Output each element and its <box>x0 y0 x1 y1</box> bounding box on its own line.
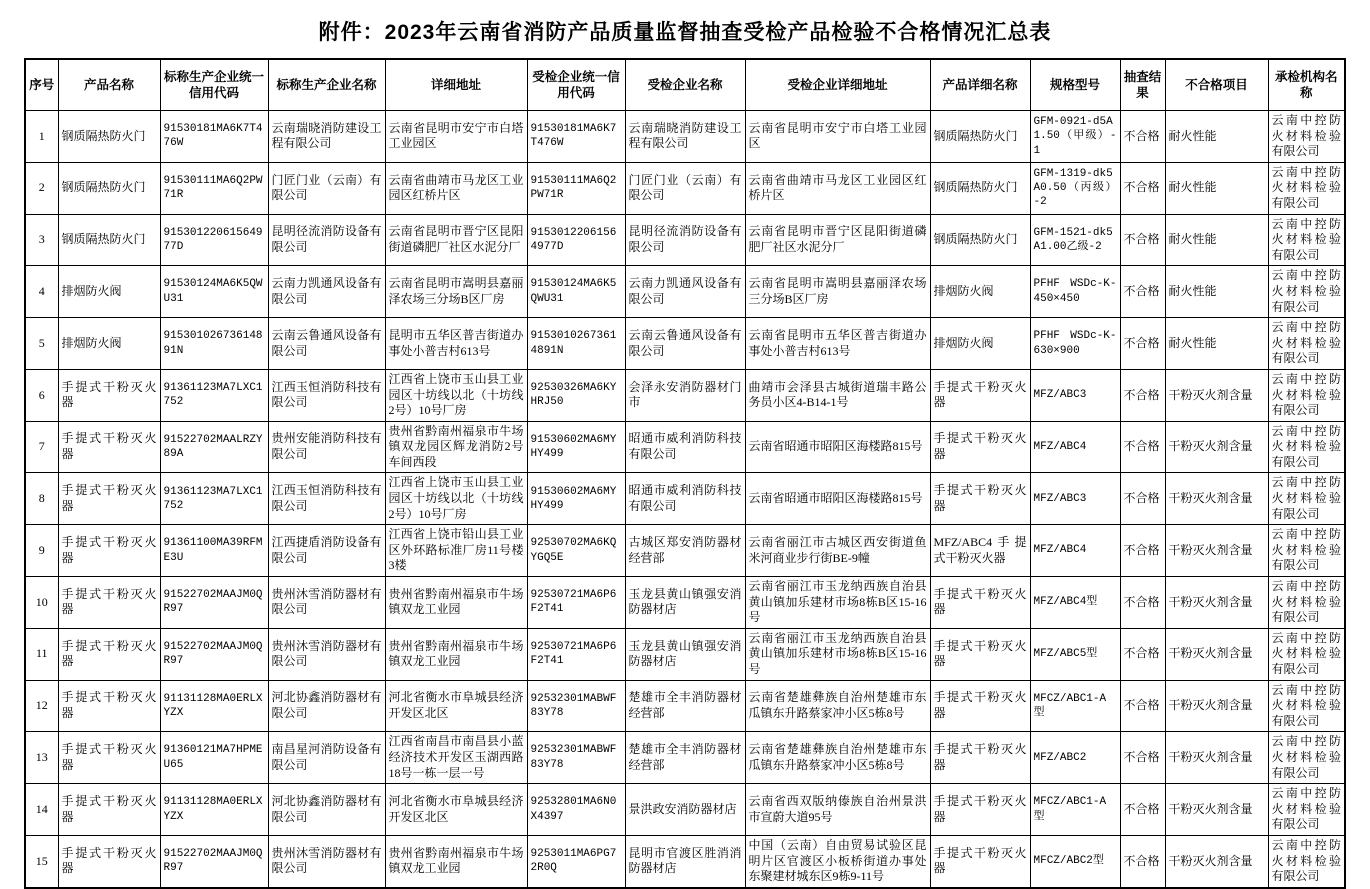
table-cell: 耐火性能 <box>1165 111 1268 163</box>
table-cell: 钢质隔热防火门 <box>58 111 160 163</box>
table-cell: 10 <box>25 577 58 629</box>
table-cell: 贵州省黔南州福泉市牛场镇双龙工业园 <box>385 835 527 887</box>
table-cell: 江西玉恒消防科技有限公司 <box>268 369 385 421</box>
table-cell: MFCZ/ABC1-A型 <box>1030 680 1120 732</box>
table-cell: 云南力凯通风设备有限公司 <box>268 266 385 318</box>
table-cell: 9253011MA6PG72R0Q <box>527 835 625 887</box>
column-header: 标称生产企业名称 <box>268 59 385 111</box>
table-cell: GFM-0921-d5A1.50（甲级）-1 <box>1030 111 1120 163</box>
table-cell: 手提式干粉灭火器 <box>58 680 160 732</box>
table-cell: MFZ/ABC3 <box>1030 369 1120 421</box>
table-cell: 钢质隔热防火门 <box>58 214 160 266</box>
table-row <box>25 525 1345 577</box>
table-cell: 91530111MA6Q2PW71R <box>160 162 268 214</box>
table-cell: 干粉灭火剂含量 <box>1165 473 1268 525</box>
table-cell: 13 <box>25 732 58 784</box>
column-header: 不合格项目 <box>1165 59 1268 111</box>
table-cell: 91530181MA6K7T476W <box>160 111 268 163</box>
table-cell: 云南中控防火材料检验有限公司 <box>1268 111 1345 163</box>
table-cell: 不合格 <box>1120 473 1165 525</box>
table-cell: 8 <box>25 473 58 525</box>
table-cell: 贵州沐雪消防器材有限公司 <box>268 835 385 887</box>
table-cell: 贵州省黔南州福泉市牛场镇双龙工业园 <box>385 577 527 629</box>
table-cell: 91131128MA0ERLXYZX <box>160 784 268 836</box>
table-cell: 云南力凯通风设备有限公司 <box>625 266 745 318</box>
table-cell: MFZ/ABC4 <box>1030 421 1120 473</box>
table-cell: 昭通市威利消防科技有限公司 <box>625 421 745 473</box>
table-row <box>25 732 1345 784</box>
table-cell: 耐火性能 <box>1165 266 1268 318</box>
column-header: 标称生产企业统一信用代码 <box>160 59 268 111</box>
column-header: 受检企业名称 <box>625 59 745 111</box>
table-cell: 云南中控防火材料检验有限公司 <box>1268 784 1345 836</box>
table-cell: 云南瑞晓消防建设工程有限公司 <box>268 111 385 163</box>
table-cell: MFZ/ABC4型 <box>1030 577 1120 629</box>
table-cell: 贵州沐雪消防器材有限公司 <box>268 628 385 680</box>
table-cell: 91360121MA7HPMEU65 <box>160 732 268 784</box>
table-cell: 贵州安能消防科技有限公司 <box>268 421 385 473</box>
table-cell: 河北协鑫消防器材有限公司 <box>268 680 385 732</box>
table-cell: 云南省昭通市昭阳区海楼路815号 <box>745 473 930 525</box>
table-cell: 云南省曲靖市马龙区工业园区红桥片区 <box>745 162 930 214</box>
table-row <box>25 162 1345 214</box>
column-header: 承检机构名称 <box>1268 59 1345 111</box>
table-cell: 云南中控防火材料检验有限公司 <box>1268 318 1345 370</box>
table-cell: 91530102673614891N <box>527 318 625 370</box>
table-cell: 云南中控防火材料检验有限公司 <box>1268 369 1345 421</box>
table-cell: 1 <box>25 111 58 163</box>
table-cell: 不合格 <box>1120 784 1165 836</box>
table-cell: 云南省昆明市晋宁区昆阳街道磷肥厂社区水泥分厂 <box>385 214 527 266</box>
table-cell: 手提式干粉灭火器 <box>930 369 1030 421</box>
table-cell: 楚雄市全丰消防器材经营部 <box>625 732 745 784</box>
table-cell: GFM-1521-dk5A1.00乙级-2 <box>1030 214 1120 266</box>
table-cell: 91530111MA6Q2PW71R <box>527 162 625 214</box>
table-cell: 91131128MA0ERLXYZX <box>160 680 268 732</box>
table-cell: 云南省丽江市玉龙纳西族自治县黄山镇加乐建材市场8栋B区15-16号 <box>745 628 930 680</box>
table-cell: 云南省西双版纳傣族自治州景洪市宣蔚大道95号 <box>745 784 930 836</box>
table-cell: 云南中控防火材料检验有限公司 <box>1268 162 1345 214</box>
table-cell: 云南中控防火材料检验有限公司 <box>1268 525 1345 577</box>
table-cell: MFZ/ABC3 <box>1030 473 1120 525</box>
table-cell: 7 <box>25 421 58 473</box>
table-cell: 云南中控防火材料检验有限公司 <box>1268 577 1345 629</box>
table-cell: 91530122061564977D <box>160 214 268 266</box>
table-cell: GFM-1319-dk5A0.50（丙级）-2 <box>1030 162 1120 214</box>
table-cell: 南昌星河消防设备有限公司 <box>268 732 385 784</box>
table-cell: 云南中控防火材料检验有限公司 <box>1268 732 1345 784</box>
table-cell: 手提式干粉灭火器 <box>930 835 1030 887</box>
table-cell: 贵州沐雪消防器材有限公司 <box>268 577 385 629</box>
table-row <box>25 369 1345 421</box>
table-cell: 干粉灭火剂含量 <box>1165 525 1268 577</box>
table-cell: 耐火性能 <box>1165 162 1268 214</box>
table-cell: 云南省昆明市嵩明县嘉丽泽农场三分场B区厂房 <box>745 266 930 318</box>
table-cell: 云南省昆明市嵩明县嘉丽泽农场三分场B区厂房 <box>385 266 527 318</box>
table-cell: 不合格 <box>1120 577 1165 629</box>
table-cell: 云南云鲁通风设备有限公司 <box>625 318 745 370</box>
table-cell: 钢质隔热防火门 <box>930 111 1030 163</box>
table-cell: 昭通市威利消防科技有限公司 <box>625 473 745 525</box>
table-cell: 排烟防火阀 <box>58 318 160 370</box>
table-cell: 昆明径流消防设备有限公司 <box>625 214 745 266</box>
table-cell: 干粉灭火剂含量 <box>1165 628 1268 680</box>
table-cell: 门匠门业（云南）有限公司 <box>268 162 385 214</box>
table-cell: 91530102673614891N <box>160 318 268 370</box>
table-cell: 手提式干粉灭火器 <box>58 369 160 421</box>
table-cell: 手提式干粉灭火器 <box>930 628 1030 680</box>
table-cell: MFZ/ABC4 <box>1030 525 1120 577</box>
table-row <box>25 835 1345 887</box>
table-cell: PFHF WSDc-K-450×450 <box>1030 266 1120 318</box>
table-cell: 92530326MA6KYHRJ50 <box>527 369 625 421</box>
table-cell: 15 <box>25 835 58 887</box>
table-cell: 耐火性能 <box>1165 318 1268 370</box>
table-cell: 云南省昭通市昭阳区海楼路815号 <box>745 421 930 473</box>
column-header: 受检企业统一信用代码 <box>527 59 625 111</box>
table-row <box>25 784 1345 836</box>
table-cell: 云南中控防火材料检验有限公司 <box>1268 680 1345 732</box>
table-row <box>25 266 1345 318</box>
table-cell: 云南省昆明市五华区普吉街道办事处小普吉村613号 <box>745 318 930 370</box>
table-cell: 钢质隔热防火门 <box>58 162 160 214</box>
table-cell: 手提式干粉灭火器 <box>930 732 1030 784</box>
table-cell: 手提式干粉灭火器 <box>58 421 160 473</box>
table-cell: 91361123MA7LXC1752 <box>160 369 268 421</box>
table-cell: 云南省楚雄彝族自治州楚雄市东瓜镇东升路蔡家冲小区5栋8号 <box>745 680 930 732</box>
table-cell: 干粉灭火剂含量 <box>1165 369 1268 421</box>
table-cell: 手提式干粉灭火器 <box>930 680 1030 732</box>
table-cell: 干粉灭火剂含量 <box>1165 784 1268 836</box>
column-header: 序号 <box>25 59 58 111</box>
column-header: 产品名称 <box>58 59 160 111</box>
table-cell: 92532801MA6N0X4397 <box>527 784 625 836</box>
table-cell: 不合格 <box>1120 214 1165 266</box>
table-cell: 玉龙县黄山镇强安消防器材店 <box>625 577 745 629</box>
table-cell: MFZ/ABC5型 <box>1030 628 1120 680</box>
table-cell: 云南省曲靖市马龙区工业园区红桥片区 <box>385 162 527 214</box>
table-cell: 云南中控防火材料检验有限公司 <box>1268 266 1345 318</box>
table-cell: 91530602MA6MYHY499 <box>527 473 625 525</box>
table-cell: 河北省衡水市阜城县经济开发区北区 <box>385 784 527 836</box>
table-cell: 91522702MAALRZY89A <box>160 421 268 473</box>
table-cell: PFHF WSDc-K-630×900 <box>1030 318 1120 370</box>
table-cell: 会泽永安消防器材门市 <box>625 369 745 421</box>
table-cell: 91530602MA6MYHY499 <box>527 421 625 473</box>
table-cell: 9 <box>25 525 58 577</box>
table-cell: 云南省昆明市安宁市白塔工业园区 <box>385 111 527 163</box>
table-cell: 手提式干粉灭火器 <box>930 784 1030 836</box>
table-cell: 91530122061564977D <box>527 214 625 266</box>
table-cell: 景洪政安消防器材店 <box>625 784 745 836</box>
table-row <box>25 628 1345 680</box>
table-cell: 92532301MABWF83Y78 <box>527 680 625 732</box>
column-header: 详细地址 <box>385 59 527 111</box>
table-row <box>25 111 1345 163</box>
table-cell: 云南省丽江市古城区西安街道鱼米河商业步行街BE-9幢 <box>745 525 930 577</box>
table-cell: 91361123MA7LXC1752 <box>160 473 268 525</box>
table-cell: 不合格 <box>1120 111 1165 163</box>
table-cell: 河北协鑫消防器材有限公司 <box>268 784 385 836</box>
table-cell: MFZ/ABC4手提式干粉灭火器 <box>930 525 1030 577</box>
table-cell: 3 <box>25 214 58 266</box>
table-row <box>25 473 1345 525</box>
table-cell: 91530124MA6K5QWU31 <box>160 266 268 318</box>
table-cell: 14 <box>25 784 58 836</box>
table-cell: 中国（云南）自由贸易试验区昆明片区官渡区小板桥街道办事处东聚建材城东区9栋9-11号 <box>745 835 930 887</box>
table-cell: 不合格 <box>1120 628 1165 680</box>
table-cell: 云南中控防火材料检验有限公司 <box>1268 421 1345 473</box>
table-cell: 干粉灭火剂含量 <box>1165 732 1268 784</box>
table-cell: 云南中控防火材料检验有限公司 <box>1268 835 1345 887</box>
table-cell: 4 <box>25 266 58 318</box>
table-cell: 干粉灭火剂含量 <box>1165 577 1268 629</box>
table-cell: 云南中控防火材料检验有限公司 <box>1268 214 1345 266</box>
table-cell: 楚雄市全丰消防器材经营部 <box>625 680 745 732</box>
table-cell: 92530702MA6KQYGQ5E <box>527 525 625 577</box>
table-cell: 门匠门业（云南）有限公司 <box>625 162 745 214</box>
table-cell: 91530124MA6K5QWU31 <box>527 266 625 318</box>
table-cell: MFCZ/ABC2型 <box>1030 835 1120 887</box>
table-cell: 云南省丽江市玉龙纳西族自治县黄山镇加乐建材市场8栋B区15-16号 <box>745 577 930 629</box>
table-cell: 手提式干粉灭火器 <box>58 835 160 887</box>
table-cell: 手提式干粉灭火器 <box>58 577 160 629</box>
table-cell: 江西玉恒消防科技有限公司 <box>268 473 385 525</box>
table-cell: 手提式干粉灭火器 <box>58 628 160 680</box>
summary-table <box>24 58 1346 889</box>
table-cell: 云南中控防火材料检验有限公司 <box>1268 473 1345 525</box>
table-cell: 江西省上饶市铅山县工业区外环路标准厂房11号楼3楼 <box>385 525 527 577</box>
table-cell: 干粉灭火剂含量 <box>1165 835 1268 887</box>
table-cell: 不合格 <box>1120 525 1165 577</box>
table-cell: 手提式干粉灭火器 <box>58 525 160 577</box>
table-body <box>25 111 1345 888</box>
table-cell: 昆明市官渡区胜消消防器材店 <box>625 835 745 887</box>
table-row <box>25 577 1345 629</box>
table-cell: 92530721MA6P6F2T41 <box>527 577 625 629</box>
table-cell: 91522702MAAJM0QR97 <box>160 628 268 680</box>
table-cell: 昆明市五华区普吉街道办事处小普吉村613号 <box>385 318 527 370</box>
table-cell: 云南省昆明市安宁市白塔工业园区 <box>745 111 930 163</box>
table-cell: 手提式干粉灭火器 <box>930 421 1030 473</box>
table-cell: 钢质隔热防火门 <box>930 162 1030 214</box>
table-row <box>25 421 1345 473</box>
table-cell: 91522702MAAJM0QR97 <box>160 835 268 887</box>
column-header: 受检企业详细地址 <box>745 59 930 111</box>
table-cell: 91361100MA39RFME3U <box>160 525 268 577</box>
table-cell: 92532301MABWF83Y78 <box>527 732 625 784</box>
table-cell: 不合格 <box>1120 835 1165 887</box>
table-cell: MFZ/ABC2 <box>1030 732 1120 784</box>
table-cell: 手提式干粉灭火器 <box>930 577 1030 629</box>
table-cell: 河北省衡水市阜城县经济开发区北区 <box>385 680 527 732</box>
table-cell: 昆明径流消防设备有限公司 <box>268 214 385 266</box>
table-cell: 古城区郑安消防器材经营部 <box>625 525 745 577</box>
table-cell: 云南瑞晓消防建设工程有限公司 <box>625 111 745 163</box>
table-cell: 贵州省黔南州福泉市牛场镇双龙园区辉龙消防2号车间西段 <box>385 421 527 473</box>
table-cell: 耐火性能 <box>1165 214 1268 266</box>
table-cell: 干粉灭火剂含量 <box>1165 680 1268 732</box>
table-cell: 江西省上饶市玉山县工业园区十坊线以北（十坊线2号）10号厂房 <box>385 369 527 421</box>
table-cell: 不合格 <box>1120 318 1165 370</box>
table-cell: 云南省昆明市晋宁区昆阳街道磷肥厂社区水泥分厂 <box>745 214 930 266</box>
table-cell: 不合格 <box>1120 266 1165 318</box>
table-cell: 江西省南昌市南昌县小蓝经济技术开发区玉湖西路18号一栋一层一号 <box>385 732 527 784</box>
table-row <box>25 318 1345 370</box>
table-cell: 11 <box>25 628 58 680</box>
table-cell: 手提式干粉灭火器 <box>930 473 1030 525</box>
table-cell: 江西捷盾消防设备有限公司 <box>268 525 385 577</box>
table-cell: 5 <box>25 318 58 370</box>
header-row <box>25 59 1345 111</box>
table-row <box>25 680 1345 732</box>
table-cell: MFCZ/ABC1-A型 <box>1030 784 1120 836</box>
table-cell: 玉龙县黄山镇强安消防器材店 <box>625 628 745 680</box>
table-cell: 不合格 <box>1120 732 1165 784</box>
table-cell: 手提式干粉灭火器 <box>58 732 160 784</box>
table-cell: 12 <box>25 680 58 732</box>
table-cell: 排烟防火阀 <box>930 266 1030 318</box>
column-header: 产品详细名称 <box>930 59 1030 111</box>
column-header: 规格型号 <box>1030 59 1120 111</box>
table-cell: 云南省楚雄彝族自治州楚雄市东瓜镇东升路蔡家冲小区5栋8号 <box>745 732 930 784</box>
table-cell: 贵州省黔南州福泉市牛场镇双龙工业园 <box>385 628 527 680</box>
table-cell: 不合格 <box>1120 369 1165 421</box>
table-cell: 6 <box>25 369 58 421</box>
table-cell: 2 <box>25 162 58 214</box>
column-header: 抽查结果 <box>1120 59 1165 111</box>
table-cell: 云南云鲁通风设备有限公司 <box>268 318 385 370</box>
table-row <box>25 214 1345 266</box>
table-cell: 手提式干粉灭火器 <box>58 473 160 525</box>
page-title: 附件：2023年云南省消防产品质量监督抽查受检产品检验不合格情况汇总表 <box>318 21 1052 44</box>
table-cell: 江西省上饶市玉山县工业园区十坊线以北（十坊线2号）10号厂房 <box>385 473 527 525</box>
table-cell: 云南中控防火材料检验有限公司 <box>1268 628 1345 680</box>
table-cell: 曲靖市会泽县古城街道瑞丰路公务员小区4-B14-1号 <box>745 369 930 421</box>
table-cell: 排烟防火阀 <box>58 266 160 318</box>
table-cell: 91522702MAAJM0QR97 <box>160 577 268 629</box>
table-cell: 干粉灭火剂含量 <box>1165 421 1268 473</box>
table-cell: 不合格 <box>1120 680 1165 732</box>
table-cell: 不合格 <box>1120 421 1165 473</box>
table-cell: 手提式干粉灭火器 <box>58 784 160 836</box>
table-cell: 91530181MA6K7T476W <box>527 111 625 163</box>
table-cell: 92530721MA6P6F2T41 <box>527 628 625 680</box>
table-cell: 不合格 <box>1120 162 1165 214</box>
table-cell: 排烟防火阀 <box>930 318 1030 370</box>
table-cell: 钢质隔热防火门 <box>930 214 1030 266</box>
